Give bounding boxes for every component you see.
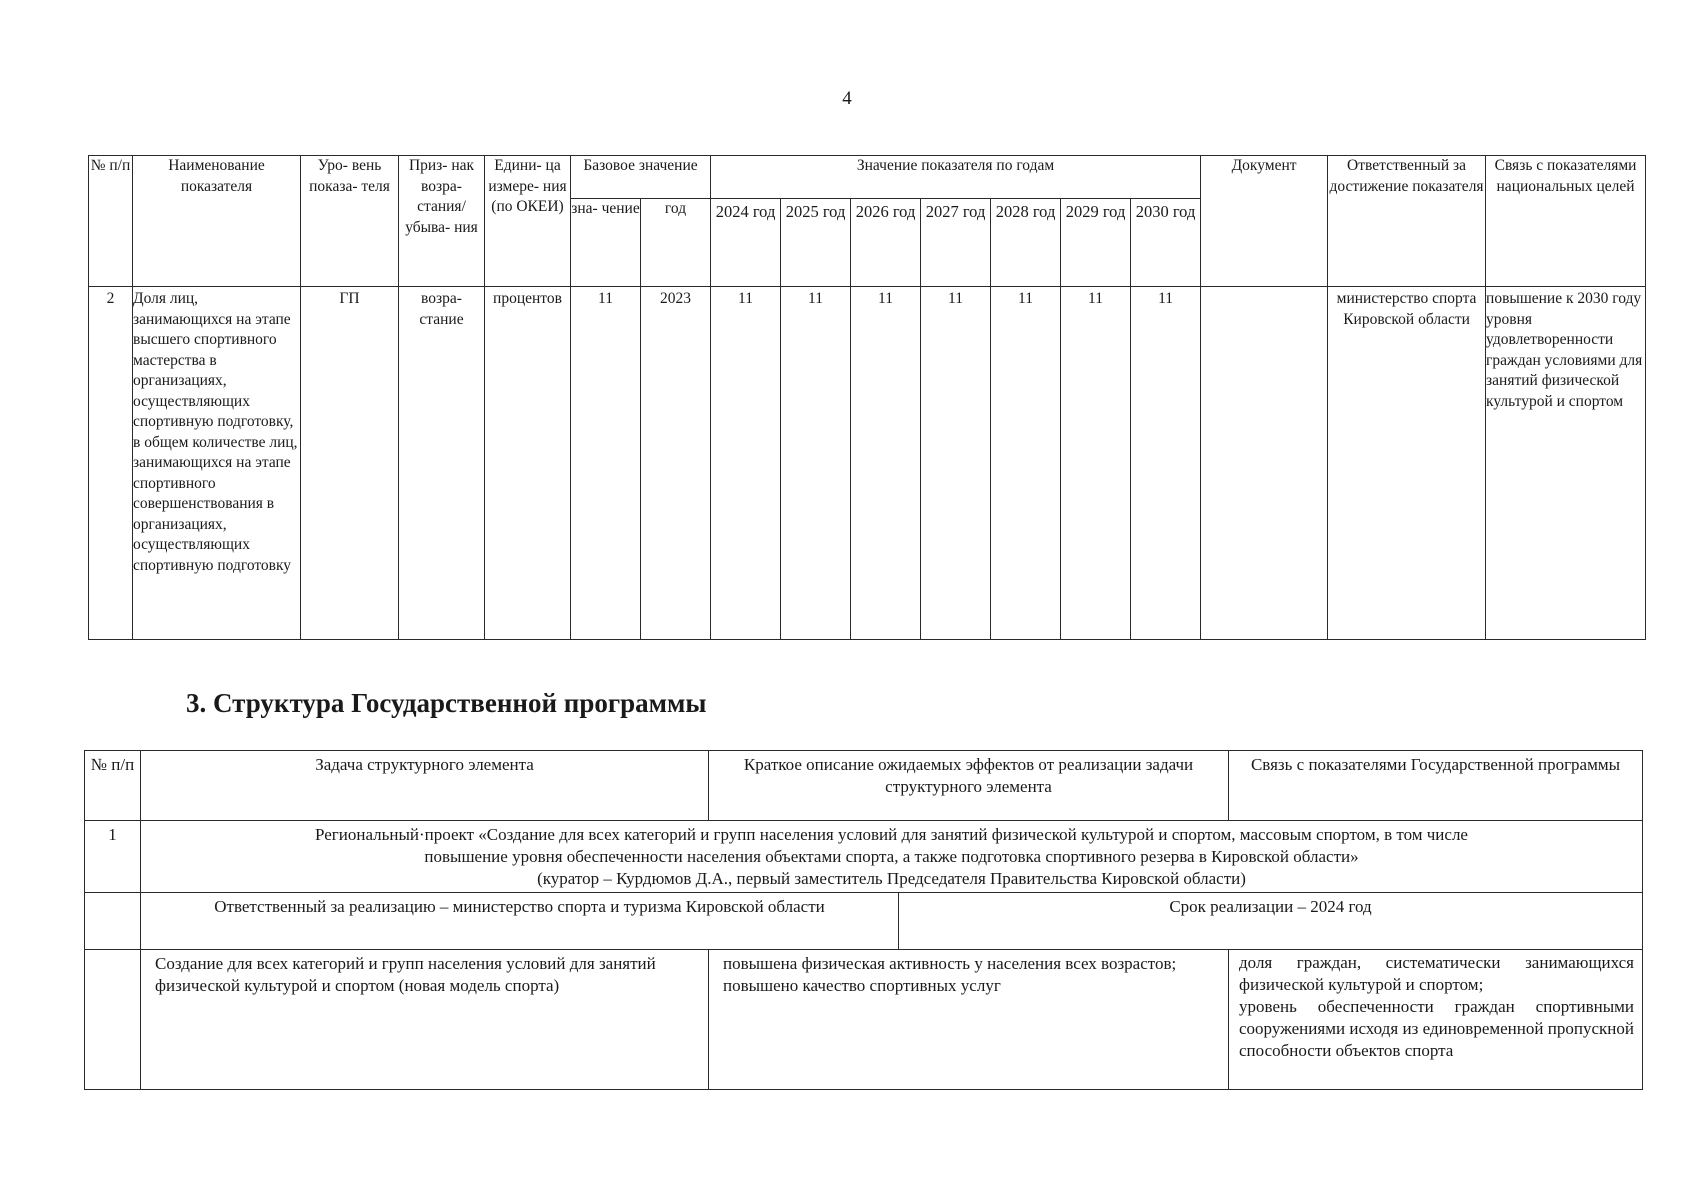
header-year-2027: 2027 год xyxy=(921,199,991,287)
header-name: Наименование показателя xyxy=(133,156,301,287)
project-term: Срок реализации – 2024 год xyxy=(899,893,1643,950)
header-level: Уро- вень показа- теля xyxy=(301,156,399,287)
row-value-2027: 11 xyxy=(921,287,991,640)
header-base: Базовое значение xyxy=(571,156,711,199)
indicators-table xyxy=(88,155,1646,640)
header-responsible: Ответственный за достижение показателя xyxy=(1328,156,1486,287)
effect-item: повышено качество спортивных услуг xyxy=(723,976,1001,995)
header-num: № п/п xyxy=(89,156,133,287)
header-year-2025: 2025 год xyxy=(781,199,851,287)
row-name: Доля лиц, занимающихся на этапе высшего спортивного мастерства в организациях, осуществляющих спортивную подготовку, в общем количестве лиц, занимающихся на этапе спортивного совершенствования в организациях, осуществляющих спортивную подготовку xyxy=(133,287,301,640)
header-year-2030: 2030 год xyxy=(1131,199,1201,287)
empty-num-cell xyxy=(85,893,141,950)
task-cell: Создание для всех категорий и групп населения условий для занятий физической культурой и спортом (новая модель спорта) xyxy=(141,950,709,1090)
header-task: Задача структурного элемента xyxy=(141,751,709,821)
row-sign: возра- стание xyxy=(399,287,485,640)
header-link: Связь с показателями Государственной программы xyxy=(1229,751,1643,821)
header-document: Документ xyxy=(1201,156,1328,287)
table-row xyxy=(85,950,1643,1090)
project-num: 1 xyxy=(85,821,141,893)
header-num: № п/п xyxy=(85,751,141,821)
row-unit: процентов xyxy=(485,287,571,640)
header-sign: Приз- нак возра- стания/ убыва- ния xyxy=(399,156,485,287)
row-document xyxy=(1201,287,1328,640)
row-responsible: министерство спорта Кировской области xyxy=(1328,287,1486,640)
project-title-line2: повышение уровня обеспеченности населения объектами спорта, а также подготовка спортивного резерва в Кировской области» xyxy=(424,847,1359,866)
header-year-2029: 2029 год xyxy=(1061,199,1131,287)
header-unit: Едини- ца измере- ния (по ОКЕИ) xyxy=(485,156,571,287)
header-year-2028: 2028 год xyxy=(991,199,1061,287)
header-base-year: год xyxy=(641,199,711,287)
section-title: 3. Структура Государственной программы xyxy=(186,688,707,718)
structure-table xyxy=(84,750,1643,1090)
header-by-years: Значение показателя по годам xyxy=(711,156,1201,199)
row-num: 2 xyxy=(89,287,133,640)
row-level: ГП xyxy=(301,287,399,640)
link-item: уровень обеспеченности граждан спортивными сооружениями исходя из единовременной пропускной способности объектов спорта xyxy=(1239,997,1635,1060)
effects-cell xyxy=(709,950,1229,1090)
link-item: доля граждан, систематически занимающихся физической культурой и спортом; xyxy=(1239,953,1635,994)
row-value-2028: 11 xyxy=(991,287,1061,640)
effect-item: повышена физическая активность у населения всех возрастов; xyxy=(723,954,1177,973)
row-base-year: 2023 xyxy=(641,287,711,640)
project-title-line1: Региональный·проект «Создание для всех категорий и групп населения условий для занятий физической культурой и спортом, массовым спортом, в том числе xyxy=(315,825,1468,844)
row-value-2030: 11 xyxy=(1131,287,1201,640)
table-row xyxy=(89,287,1646,640)
project-title xyxy=(141,821,1643,893)
header-link: Связь с показателями национальных целей xyxy=(1486,156,1646,287)
row-value-2026: 11 xyxy=(851,287,921,640)
row-value-2024: 11 xyxy=(711,287,781,640)
header-effects: Краткое описание ожидаемых эффектов от реализации задачи структурного элемента xyxy=(709,751,1229,821)
row-value-2029: 11 xyxy=(1061,287,1131,640)
header-year-2026: 2026 год xyxy=(851,199,921,287)
row-base-value: 11 xyxy=(571,287,641,640)
project-responsible: Ответственный за реализацию – министерство спорта и туризма Кировской области xyxy=(141,893,899,950)
row-link: повышение к 2030 году уровня удовлетворенности граждан условиями для занятий физической культурой и спортом xyxy=(1486,287,1646,640)
header-year-2024: 2024 год xyxy=(711,199,781,287)
empty-num-cell xyxy=(85,950,141,1090)
page-number: 4 xyxy=(842,88,852,109)
link-cell xyxy=(1229,950,1643,1090)
project-title-line3: (куратор – Курдюмов Д.А., первый заместитель Председателя Правительства Кировской области) xyxy=(537,869,1246,888)
row-value-2025: 11 xyxy=(781,287,851,640)
header-base-value: зна- чение xyxy=(571,199,641,287)
